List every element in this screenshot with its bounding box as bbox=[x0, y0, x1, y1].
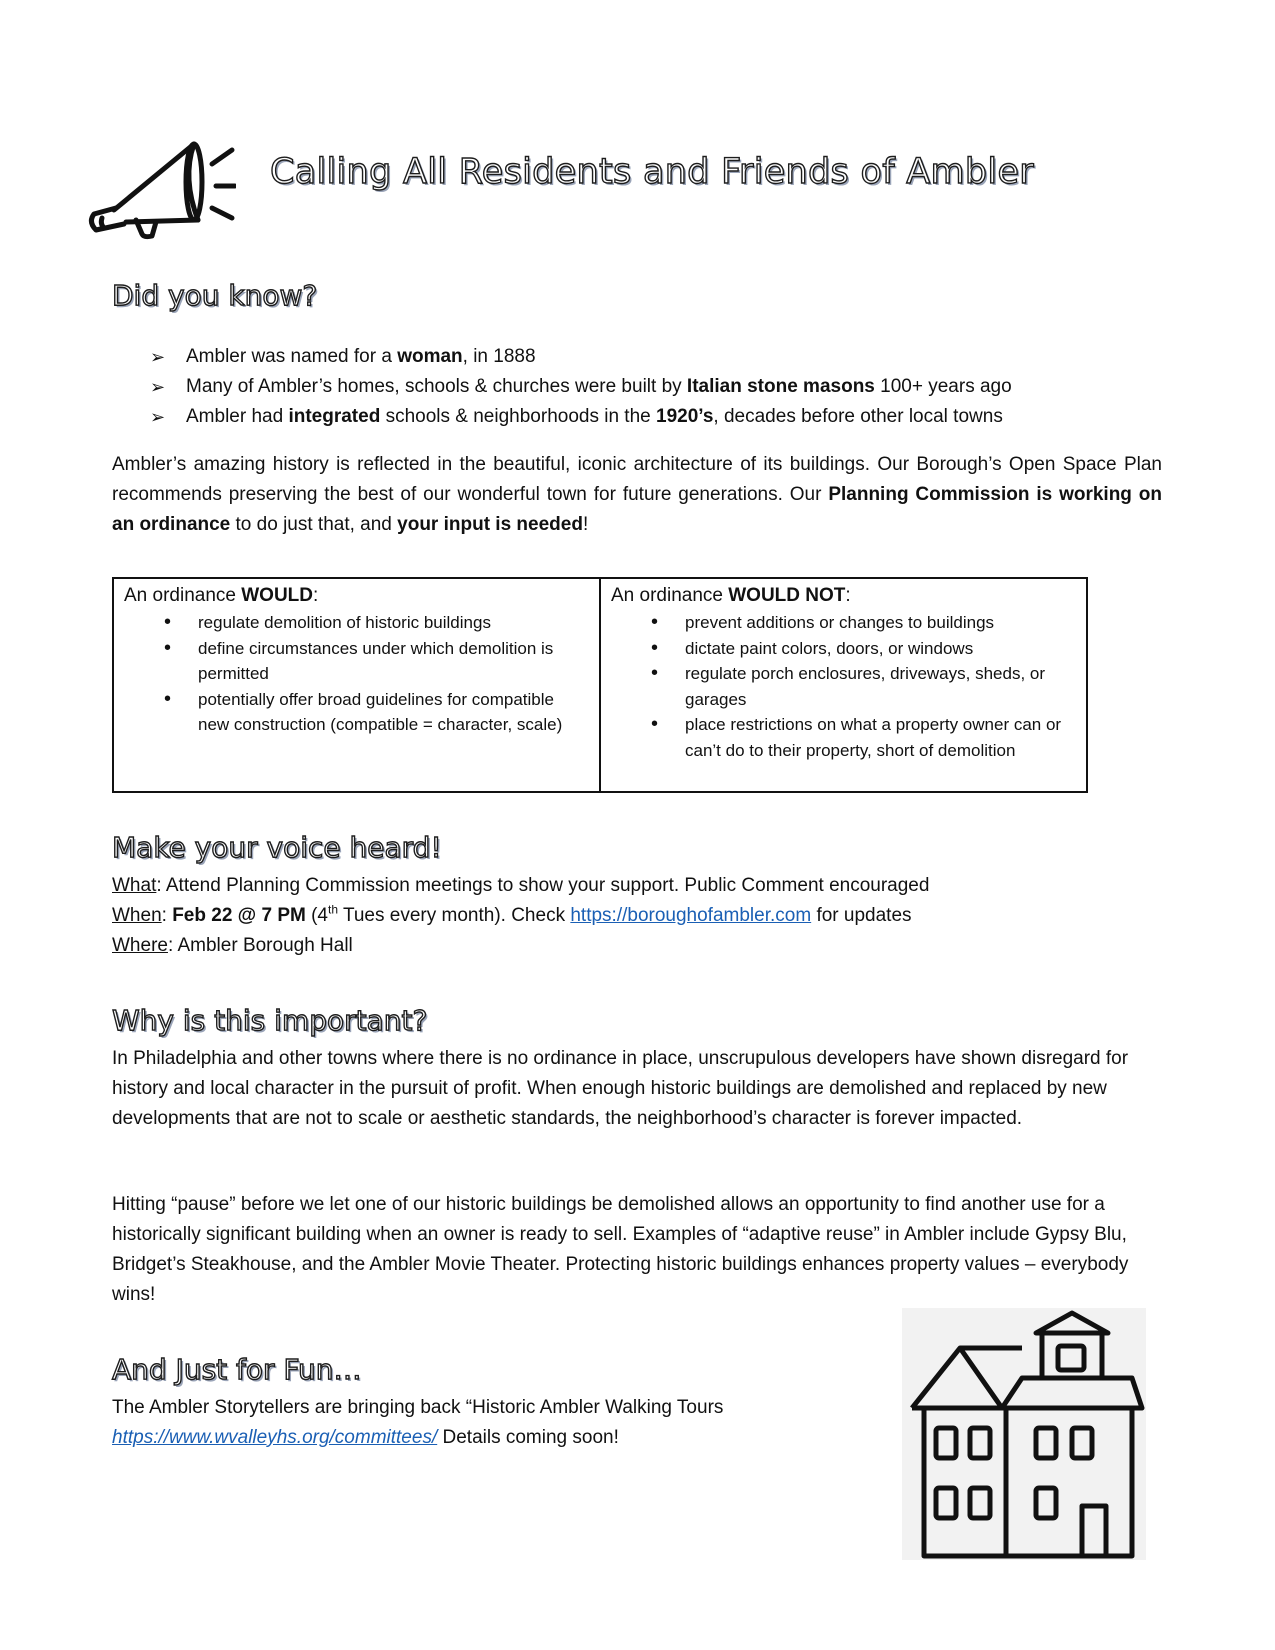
arrow-bullet-icon: ➢ bbox=[150, 377, 166, 397]
what-line: What: Attend Planning Commission meetings to show your support. Public Comment encouraged bbox=[112, 875, 930, 896]
where-line: Where: Ambler Borough Hall bbox=[112, 935, 353, 956]
facts-list bbox=[150, 342, 1150, 432]
list-item: ➢ Ambler had integrated schools & neighborhoods in the 1920’s, decades before other local towns bbox=[150, 402, 1150, 432]
list-item: • define circumstances under which demolition is permitted bbox=[146, 636, 589, 687]
list-item: • place restrictions on what a property owner can or can’t do to their property, short of demolition bbox=[633, 712, 1076, 763]
why-paragraph-2: Hitting “pause” before we let one of our historic buildings be demolished allows an opportunity to find another use for a historically significant building when an owner is ready to sell. Examples of “adaptive reuse” in Ambler include Gypsy Blu, Bridget’s Steakhouse, and the Ambler Movie Theater. Protecting historic buildings enhances property values – everybody wins! bbox=[112, 1194, 1129, 1305]
fun-paragraph: The Ambler Storytellers are bringing back “Historic Ambler Walking Tours https://www.wvalleyhs.org/committees/ Details coming soon! bbox=[112, 1397, 724, 1448]
when-line: When: Feb 22 @ 7 PM (4th Tues every month). Check https://boroughofambler.com for updates bbox=[112, 902, 912, 926]
house-icon bbox=[902, 1308, 1146, 1560]
megaphone-icon bbox=[86, 138, 236, 242]
list-item: ➢ Many of Ambler’s homes, schools & churches were built by Italian stone masons 100+ years ago bbox=[150, 372, 1150, 402]
why-heading: Why is this important? bbox=[112, 1004, 428, 1037]
ordinance-would-cell bbox=[113, 578, 600, 792]
why-paragraph-1: In Philadelphia and other towns where there is no ordinance in place, unscrupulous developers have shown disregard for history and local character in the pursuit of profit. When enough historic buildings are demolished and replaced by new developments that are not to scale or aesthetic standards, the neighborhood’s character is forever impacted. bbox=[112, 1048, 1129, 1129]
page-title: Calling All Residents and Friends of Ambler bbox=[270, 152, 1034, 192]
arrow-bullet-icon: ➢ bbox=[150, 347, 166, 367]
list-item: • dictate paint colors, doors, or windows bbox=[633, 636, 1076, 662]
borough-link[interactable]: https://boroughofambler.com bbox=[570, 905, 812, 926]
list-item: • regulate porch enclosures, driveways, sheds, or garages bbox=[633, 661, 1076, 712]
would-heading: An ordinance WOULD: bbox=[124, 585, 319, 606]
list-item: ➢ Ambler was named for a woman, in 1888 bbox=[150, 342, 1150, 372]
list-item: • regulate demolition of historic buildings bbox=[146, 610, 589, 636]
list-item: • prevent additions or changes to buildings bbox=[633, 610, 1076, 636]
fun-heading: And Just for Fun… bbox=[112, 1353, 362, 1386]
make-voice-heading: Make your voice heard! bbox=[112, 831, 442, 864]
ordinance-would-not-cell bbox=[600, 578, 1087, 792]
list-item: • potentially offer broad guidelines for compatible new construction (compatible = character, scale) bbox=[146, 687, 589, 738]
did-you-know-heading: Did you know? bbox=[112, 279, 318, 312]
intro-paragraph: Ambler’s amazing history is reflected in the beautiful, iconic architecture of its buildings. Our Borough’s Open Space Plan recommends preserving the best of our wonderful town for future generations. Our Planning Commission is working on an ordinance to do just that, and your input is needed! bbox=[112, 454, 1163, 535]
walking-tours-link[interactable]: https://www.wvalleyhs.org/committees/ bbox=[112, 1427, 438, 1448]
arrow-bullet-icon: ➢ bbox=[150, 407, 166, 427]
would-not-heading: An ordinance WOULD NOT: bbox=[611, 585, 851, 606]
ordinance-table bbox=[112, 577, 1088, 793]
